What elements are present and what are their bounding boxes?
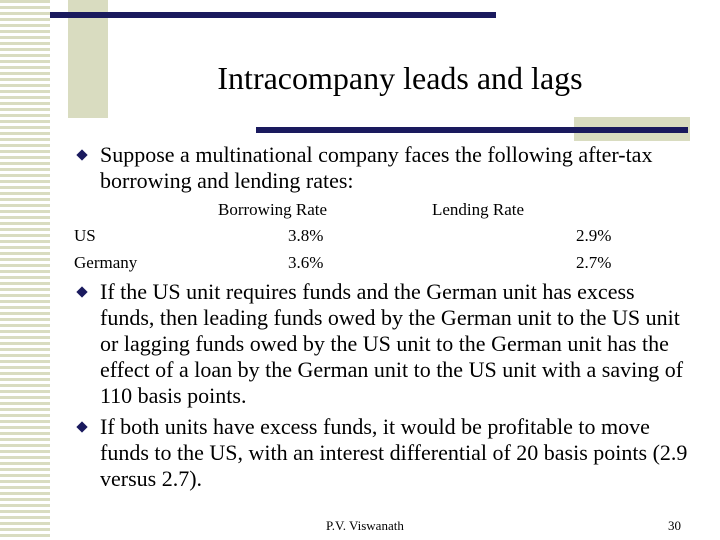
row-us-borrowing: 3.8% (288, 226, 324, 245)
slide-title: Intracompany leads and lags (217, 60, 583, 96)
footer-author: P.V. Viswanath (326, 518, 404, 533)
bullet-leading-lagging (78, 279, 688, 409)
row-germany-borrowing: 3.6% (288, 253, 324, 272)
bullet-intro-text: Suppose a multinational company faces the following after-tax borrowing and lending rates: (100, 142, 653, 193)
title-underline-rule (256, 127, 688, 133)
header-lending: Lending Rate (432, 200, 525, 219)
bullet-excess-funds-text: If both units have excess funds, it would be profitable to move funds to the US, with an interest differential of 20 basis points (2.9 versus 2.7). (100, 414, 688, 491)
diamond-bullet-icon (76, 149, 87, 160)
bullet-intro (78, 142, 688, 194)
bullet-excess-funds (78, 414, 688, 492)
page-number: 30 (668, 518, 681, 533)
row-germany-country: Germany (74, 253, 138, 272)
row-us-country: US (74, 226, 96, 245)
bullet-leading-lagging-text: If the US unit requires funds and the German unit has excess funds, then leading funds owed by the German unit to the US unit or lagging funds owed by the US unit to the German unit has the effect of a loan by the German unit to the US unit with a saving of 110 basis points. (100, 279, 684, 408)
left-stripe-decoration (0, 0, 50, 540)
top-rule (50, 12, 496, 18)
diamond-bullet-icon (76, 421, 87, 432)
header-borrowing: Borrowing Rate (218, 200, 328, 219)
row-germany-lending: 2.7% (576, 253, 612, 272)
row-us-lending: 2.9% (576, 226, 612, 245)
diamond-bullet-icon (76, 286, 87, 297)
